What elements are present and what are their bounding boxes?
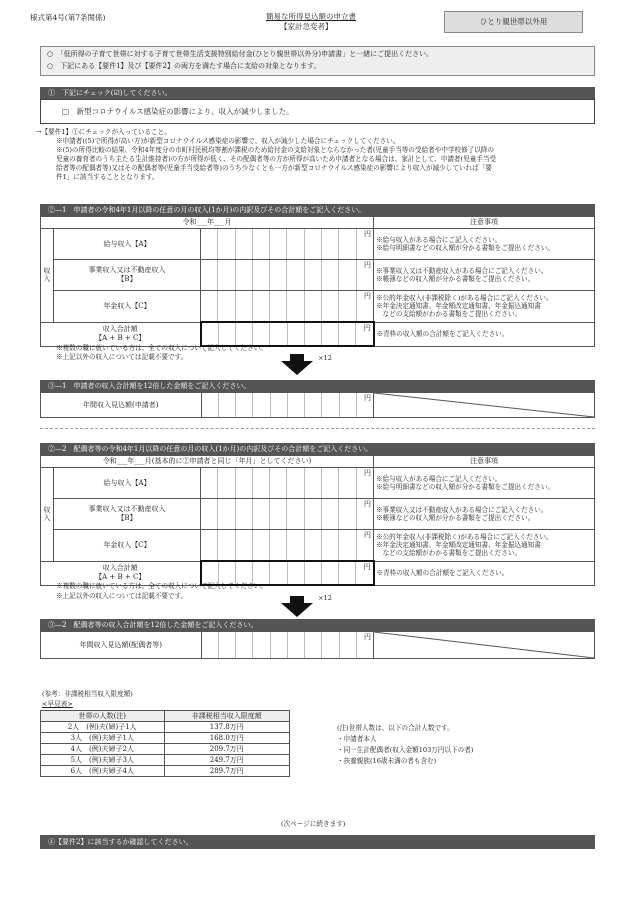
income-table-spouse [40,455,595,586]
section1-note-2: ※(5)の所得比較の結果、令和4年度分の市町村民税均等割が課税のため給付金の支給対象とならなかった者(児童手当等の受給者や中学校修了以降の [56,146,495,154]
separator [40,428,595,429]
reference-subtitle: <早見表> [42,700,73,708]
covid-checkbox[interactable]: □ 新型コロナウイルス感染症の影響により、収入が減少しました。 [62,107,294,116]
form-subtitle: 【家計急変者】 [280,22,333,31]
household-note-3: ・扶養親族(16歳未満の者も含む) [337,757,437,765]
business-label: 事業収入又は不動産収入 【B】 [54,499,201,530]
section3-1-bar: ③—1 申請者の収入合計額を12倍した金額をご記入ください。 [40,380,595,392]
section1-bar: ① 下記にチェック(☑)してください。 [40,87,595,99]
yen-unit: 円 [363,324,371,332]
intro-line-1: ○ 「低所得の子育て世帯に対する子育て世帯生活支援特別給付金(ひとり親世帯以外分)申請書」と一緒にご提出ください。 [47,50,434,58]
diagonal-blank [374,393,595,418]
yen-unit: 円 [363,563,371,571]
yen-unit: 円 [364,261,371,269]
section1-note-4: 給者等の配偶者等)又はその配偶者等(児童手当受給者等)のうち少なくとも一方が新型コロナウイルス感染症の影響により収入が減少していれば「要 [56,164,492,172]
form-title: 簡易な所得見込額の申立書 [266,12,356,21]
table-row: 2人 (例)夫(婦)子1人 137.8万円 [41,722,290,733]
arrow-down-icon [290,596,304,603]
section2-2-foot-1: ※複数の職に就いている方は、全ての収入について記入してください。 [56,582,267,590]
income-table-applicant [40,216,595,347]
reference-col-limit: 非課税相当収入限度額 [164,711,289,722]
pension-note: ※公的年金収入(非課税除く)がある場合にご記入ください。 ※年金決定通知書、年金額改定通知書、年金振込通知書 などの支給額がわかる書類をご提出ください。 [374,530,595,562]
section2-2-foot-2: ※上記以外の収入については記載不要です。 [56,592,188,600]
business-amount-field[interactable] [201,260,374,291]
section2-1-foot-2: ※上記以外の収入については記載不要です。 [56,353,188,361]
section4-bar: ④【要件2】に該当するか確認してください。 [40,835,595,849]
continue-text: (次ページに続きます) [281,820,346,828]
annual-income-field[interactable] [201,632,373,659]
table-row: 5人 (例)夫婦子3人 249.7万円 [41,755,290,766]
diagonal-blank [374,632,595,659]
business-amount-field[interactable] [201,499,374,530]
table-row: 4人 (例)夫婦子2人 209.7万円 [41,744,290,755]
times-12: ×12 [318,354,332,362]
pension-amount-field[interactable] [201,530,374,562]
reference-title: (参考：非課税相当収入限度額) [42,690,133,698]
total-note: ※青枠の収入額の合計額をご記入ください。 [374,561,595,585]
business-label: 事業収入又は不動産収入 【B】 [54,260,201,291]
month-label: 令和___年___月(基本的に②申請者と同じ「年月」としてください) [41,456,374,468]
table-row: 6人 (例)夫婦子4人 289.7万円 [41,766,290,777]
times-12: ×12 [318,594,332,602]
arrow-down-icon [290,354,304,361]
total-label: 収入合計額 【A + B + C】 [41,561,201,585]
annual-income-label: 年間収入見込額(申請者) [41,393,202,418]
salary-label: 給与収入【A】 [54,229,201,260]
income-side-label: 収入 [41,468,54,562]
requirement1-text: →【要件1】①にチェックが入っていること。 [36,128,171,136]
reference-table [40,710,290,777]
household-note-1: ・申請者本人 [337,735,377,743]
yen-unit: 円 [364,230,371,238]
notes-header: 注意事項 [374,456,595,468]
arrow-down-icon [281,361,313,375]
section2-2-bar: ②—2 配偶者等の令和4年1月以降の任意の月の収入(1か月)の内訳及びその合計額をご記入ください。 [40,443,595,455]
yen-unit: 円 [364,394,371,402]
reference-col-count: 世帯の人数(注) [41,711,165,722]
section3-2-bar: ③—2 配偶者等の収入合計額を12倍した金額をご記入ください。 [40,619,595,631]
household-note-2: ・同一生計配偶者(収入金額103万円以下の者) [337,746,474,754]
form-number: 様式第4号(第7条関係) [30,13,106,22]
diagonal-line [374,393,594,417]
month-label: 令和___年___月 [41,217,374,229]
salary-note: ※給与収入がある場合にご記入ください。 ※給与明細書などの収入額が分かる書類をご提出ください。 [374,229,595,260]
salary-label: 給与収入【A】 [54,468,201,499]
business-note: ※事業収入又は不動産収入がある場合にご記入ください。 ※帳簿などの収入額が分かる書類をご提出ください。 [374,260,595,291]
total-label: 収入合計額 【A + B + C】 [41,322,201,346]
yen-unit: 円 [364,531,371,539]
section2-1-foot-1: ※複数の職に就いている方は、全ての収入について記入してください。 [56,344,267,352]
salary-amount-field[interactable] [201,468,374,499]
pension-amount-field[interactable] [201,291,374,323]
diagonal-line [374,632,594,658]
income-side-label: 収入 [41,229,54,323]
section1-note-5: 件1」に該当することとなります。 [56,173,159,181]
salary-amount-field[interactable] [201,229,374,260]
business-note: ※事業収入又は不動産収入がある場合にご記入ください。 ※帳簿などの収入額が分かる書類をご提出ください。 [374,499,595,530]
household-type-label: ひとり親世帯以外用 [479,17,548,27]
pension-label: 年金収入【C】 [54,291,201,323]
table-row: 3人 (例)夫婦子1人 168.0万円 [41,733,290,744]
intro-line-2: ○ 下記にある【要件1】及び【要件2】の両方を満たす場合に支給の対象となります。 [47,61,321,70]
notes-header: 注意事項 [374,217,595,229]
yen-unit: 円 [364,633,371,641]
annual-income-field[interactable] [201,393,373,418]
annual-income-spouse [40,631,595,659]
annual-income-applicant [40,392,595,418]
salary-note: ※給与収入がある場合にご記入ください。 ※給与明細書などの収入額が分かる書類をご提出ください。 [374,468,595,499]
total-note: ※青枠の収入額の合計額をご記入ください。 [374,322,595,346]
annual-income-label: 年間収入見込額(配偶者等) [41,632,202,659]
yen-unit: 円 [364,469,371,477]
yen-unit: 円 [364,292,371,300]
total-amount-field[interactable] [201,322,374,346]
pension-note: ※公的年金収入(非課税除く)がある場合にご記入ください。 ※年金決定通知書、年金額改定通知書、年金振込通知書 などの支給額がわかる書類をご提出ください。 [374,291,595,323]
household-note-title: (注)世帯人数は、以下の合計人数です。 [337,724,454,732]
intro-panel [40,46,595,76]
pension-label: 年金収入【C】 [54,530,201,562]
household-type-tag [444,11,583,33]
section2-1-bar: ②—1 申請者の令和4年1月以降の任意の月の収入(1か月)の内訳及びその合計額をご記入ください。 [40,204,595,216]
yen-unit: 円 [364,500,371,508]
section1-note-3: 児童の養育者のうち主たる生計維持者)の方が所得が低く、その配偶者等の方が所得が高いため申請者となる場合は、家計として、申請者(児童手当受 [56,155,497,163]
arrow-down-icon [281,603,313,617]
section1-note-1: ※申請者((5)で所得が高い方)が新型コロナウイルス感染症の影響で、収入が減少した場合にチェックしてください。 [56,137,400,145]
